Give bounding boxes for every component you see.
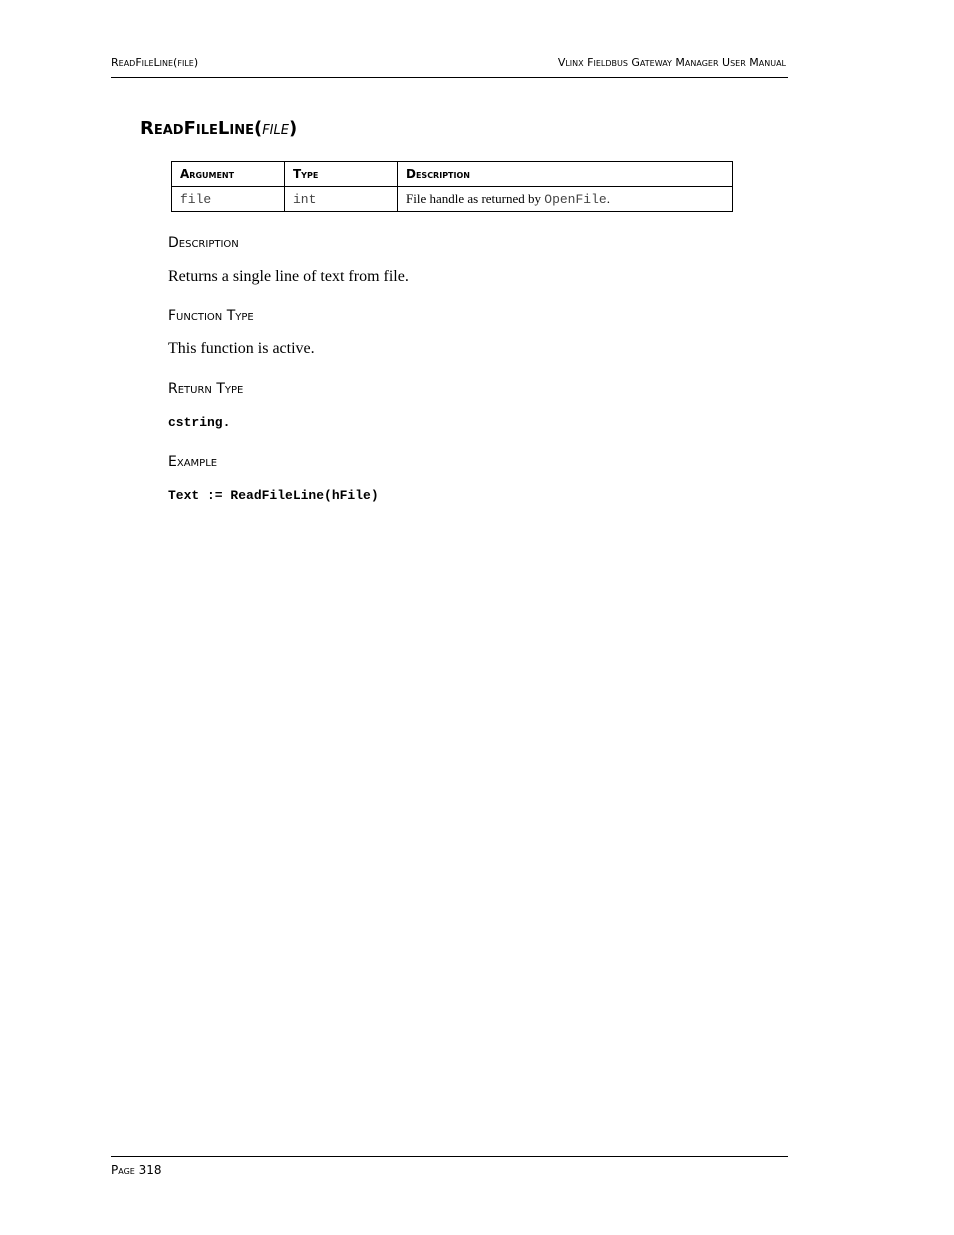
function-type-text: This function is active. [168, 340, 315, 357]
page-number: Page 318 [111, 1163, 162, 1177]
arguments-table [171, 161, 733, 212]
description-heading: Description [168, 235, 239, 251]
example-code: Text := ReadFileLine(hFile) [168, 488, 379, 503]
return-type-heading: Return Type [168, 381, 244, 397]
return-type-text: cstring. [168, 415, 231, 430]
example-heading: Example [168, 454, 218, 470]
description-prefix: File handle as returned by [406, 191, 545, 206]
cell-type: int [285, 187, 398, 212]
arguments-table-header-row [172, 162, 733, 187]
running-header [111, 55, 788, 78]
function-type-heading: Function Type [168, 308, 254, 324]
page-title-close: ) [288, 118, 298, 139]
page-title-function: ReadFileLine( [140, 118, 263, 139]
header-argument: Argument [172, 162, 285, 187]
description-text: Returns a single line of text from file. [168, 268, 409, 285]
page-title [140, 116, 297, 142]
header-type: Type [285, 162, 398, 187]
description-code: OpenFile [544, 192, 607, 207]
running-footer [111, 1156, 788, 1178]
cell-description [398, 187, 733, 212]
header-manual-title: Vlinx Fieldbus Gateway Manager User Manual [557, 56, 786, 69]
cell-argument: file [172, 187, 285, 212]
table-row [172, 187, 733, 212]
page-title-argument: file [262, 118, 289, 139]
header-description: Description [398, 162, 733, 187]
description-suffix: . [606, 191, 610, 206]
header-left-title: ReadFileLine(file) [111, 56, 199, 69]
